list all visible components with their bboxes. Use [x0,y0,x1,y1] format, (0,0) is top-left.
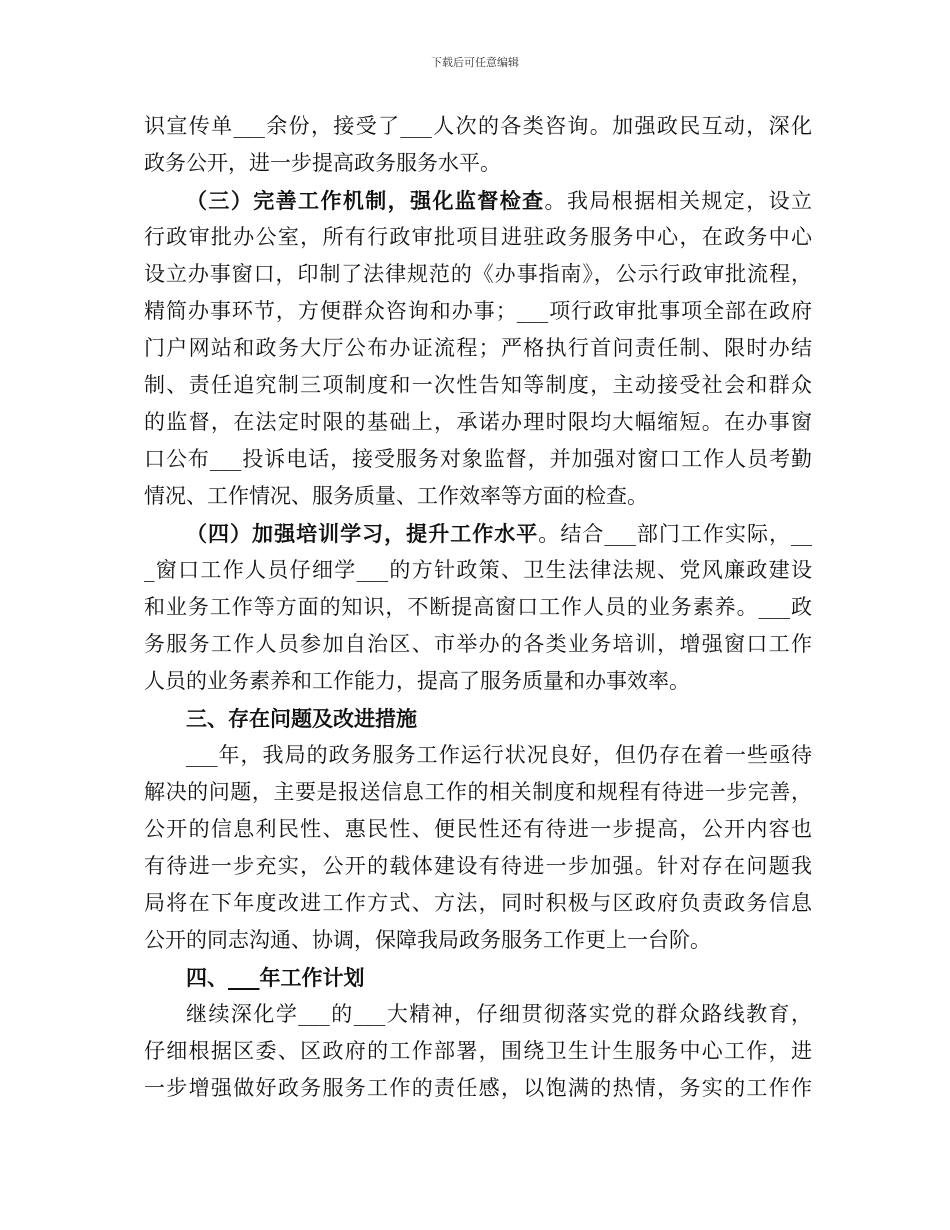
line-text: 制、责任追究制三项制度和一次性告知等制度，主动接受社会和群众 [144,373,812,397]
text-line [144,922,812,959]
text-line [144,959,812,996]
text-line [144,1070,812,1107]
line-text: 情况、工作情况、服务质量、工作效率等方面的检查。 [144,484,648,508]
text-line [144,774,812,811]
line-text: 有待进一步充实，公开的载体建设有待进一步加强。针对存在问题我 [144,854,812,878]
text-line [144,700,812,737]
line-text: 解决的问题，主要是报送信息工作的相关制度和规程有待进一步完善， [144,780,812,804]
text-line [144,441,812,478]
line-text: 门户网站和政务大厅公布办证流程；严格执行首问责任制、限时办结 [144,336,812,360]
text-line [144,663,812,700]
line-text: _窗口工作人员仔细学___的方针政策、卫生法律法规、党风廉政建设 [144,558,812,582]
text-line [144,996,812,1033]
line-text: 。结合___部门工作实际，__ [538,522,812,546]
text-line [144,515,812,552]
line-text: 仔细根据区委、区政府的工作部署，围绕卫生计生服务中心工作，进 [144,1039,812,1063]
text-line [144,330,812,367]
text-line [144,1033,812,1070]
line-text: 务服务工作人员参加自治区、市举办的各类业务培训，增强窗口工作 [144,632,812,656]
text-line [144,404,812,441]
section-heading: （四）加强培训学习，提升工作水平 [186,521,539,546]
line-text: 。我局根据相关规定，设立 [544,189,813,213]
line-text: 人员的业务素养和工作能力，提高了服务质量和办事效率。 [144,669,690,693]
text-line [144,589,812,626]
line-text: ___年，我局的政务服务工作运行状况良好，但仍存在着一些亟待 [186,743,812,767]
line-text: 行政审批办公室，所有行政审批项目进驻政务服务中心，在政务中心 [144,225,812,249]
text-line [144,182,812,219]
text-line [144,108,812,145]
text-line [144,256,812,293]
page-header: 下载后可任意编辑 [431,56,519,69]
line-text: 的监督，在法定时限的基础上，承诺办理时限均大幅缩短。在办事窗 [144,410,812,434]
line-text: 设立办事窗口，印制了法律规范的《办事指南》，公示行政审批流程， [144,262,812,286]
text-line [144,293,812,330]
line-text: 局将在下年度改进工作方式、方法，同时积极与区政府负责政务信息 [144,891,812,915]
text-line [144,478,812,515]
line-text: 一步增强做好政务服务工作的责任感，以饱满的热情，务实的工作作 [144,1076,812,1100]
text-line [144,737,812,774]
section-heading: （三）完善工作机制，强化监督检查 [186,188,545,213]
line-text: 政务公开，进一步提高政务服务水平。 [144,151,501,175]
section-heading: 四、___年工作计划 [186,965,365,990]
text-line [144,848,812,885]
line-text: 精简办事环节，方便群众咨询和办事；___项行政审批事项全部在政府 [144,299,812,323]
text-line [144,885,812,922]
text-line [144,552,812,589]
section-heading: 三、存在问题及改进措施 [186,706,417,731]
line-text: 和业务工作等方面的知识，不断提高窗口工作人员的业务素养。___政 [144,595,812,619]
line-text: 识宣传单___余份，接受了___人次的各类咨询。加强政民互动，深化 [144,114,812,138]
text-line [144,367,812,404]
text-line [144,811,812,848]
line-text: 公开的信息利民性、惠民性、便民性还有待进一步提高，公开内容也 [144,817,812,841]
line-text: 公开的同志沟通、协调，保障我局政务服务工作更上一台阶。 [144,928,711,952]
text-line [144,145,812,182]
line-text: 口公布___投诉电话，接受服务对象监督，并加强对窗口工作人员考勤 [144,447,812,471]
text-line [144,219,812,256]
text-line [144,626,812,663]
line-text: 继续深化学___的___大精神，仔细贯彻落实党的群众路线教育， [186,1002,812,1026]
document-body [144,108,812,1107]
